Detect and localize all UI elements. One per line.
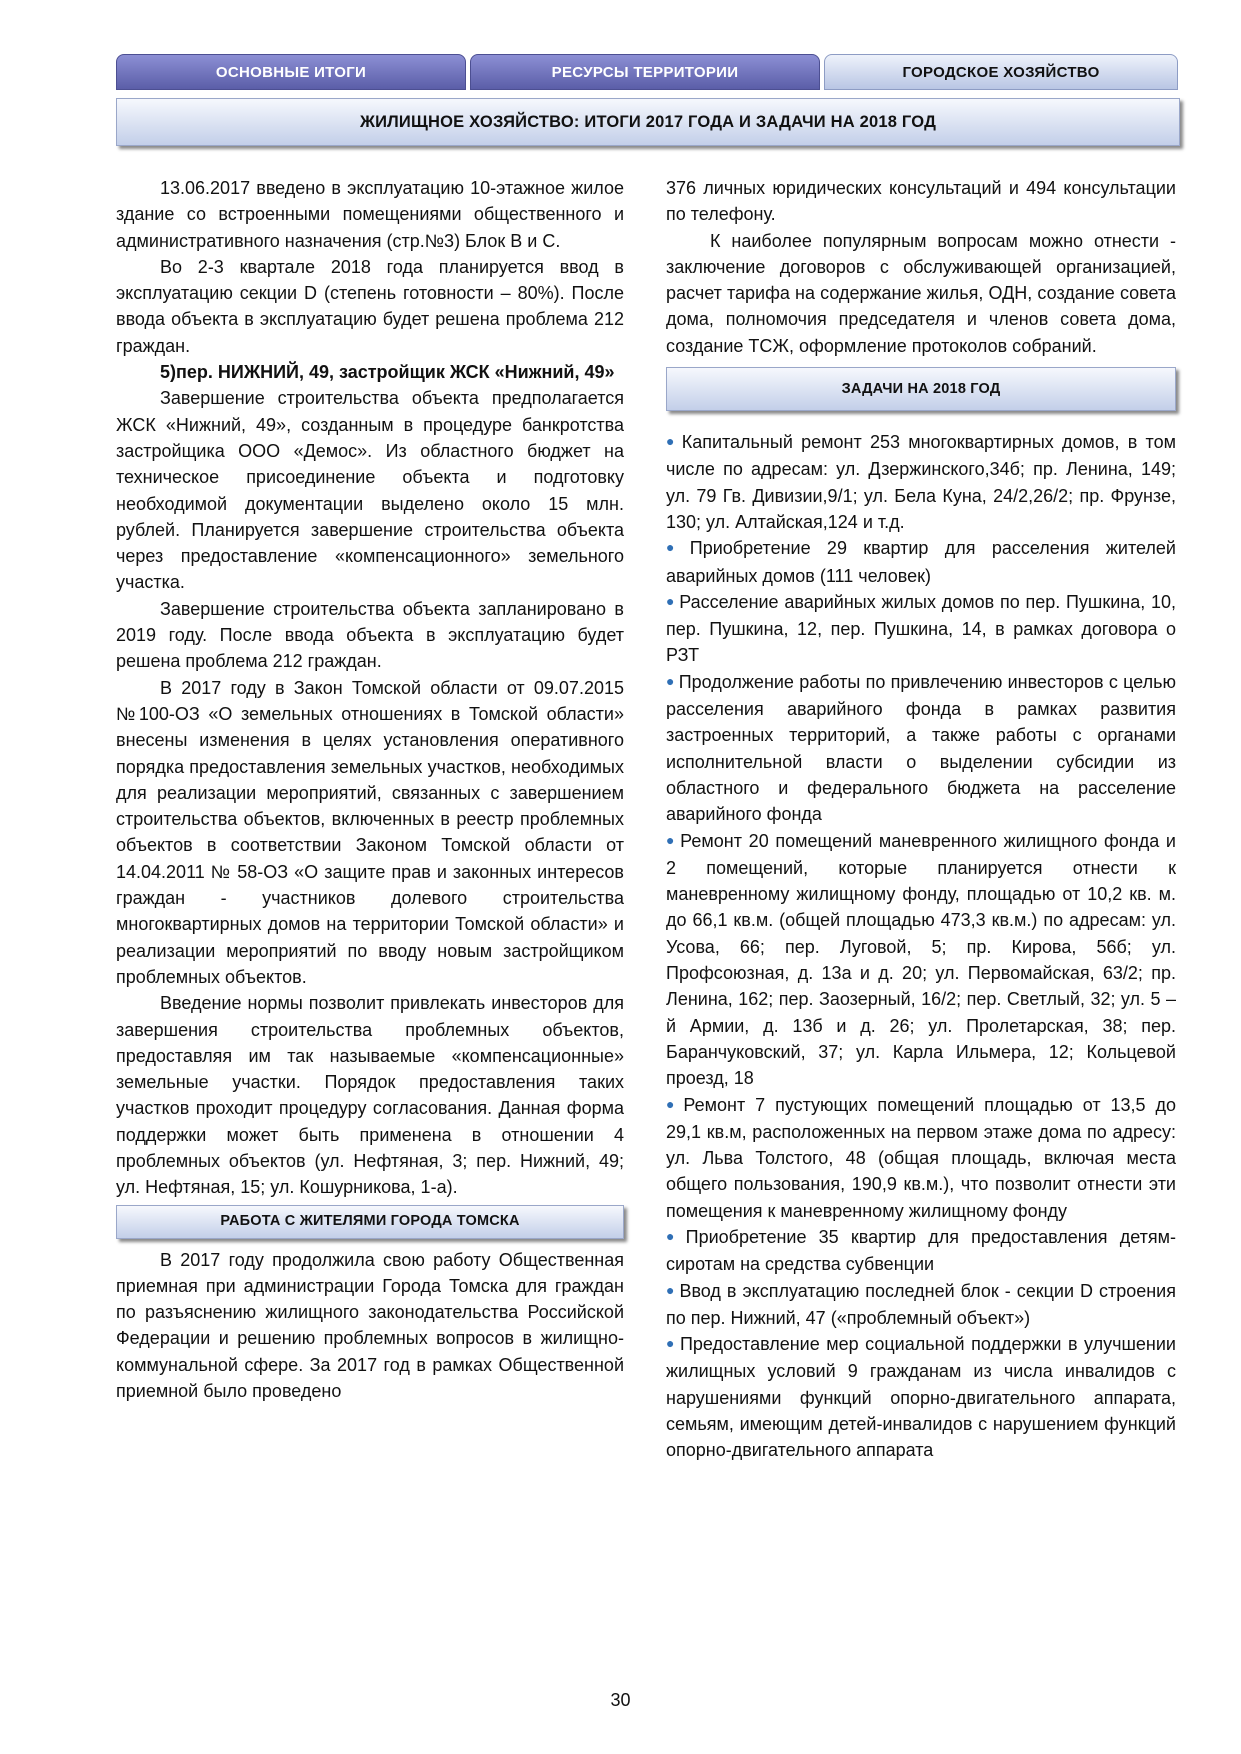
- list-item-text: Расселение аварийных жилых домов по пер. Пушкина, 10, пер. Пушкина, 12, пер. Пушкина, 14, в рамках договора о РЗТ: [666, 591, 1177, 666]
- page-number: 30: [610, 1690, 631, 1710]
- tab-main-results[interactable]: ОСНОВНЫЕ ИТОГИ: [116, 54, 466, 90]
- list-item: [666, 669, 1176, 828]
- list-item-text: Продолжение работы по привлечению инвесторов с целью расселения аварийного фонда в рамках развития застроенных территорий, а также работы с органами исполнительной власти о выделении субсидии из областного и федерального бюджета на расселение аварийного фонда: [666, 671, 1176, 825]
- list-item: [666, 589, 1176, 669]
- list-item: [666, 1278, 1176, 1332]
- paragraph: Завершение строительства объекта запланировано в 2019 году. После ввода объекта в эксплуатацию будет решена проблема 212 граждан.: [116, 598, 624, 672]
- paragraph: В 2017 году продолжила свою работу Общественная приемная при администрации Города Томска для граждан по разъяснению жилищного законодательства Российской Федерации и решению проблемных вопросов в жилищно-коммунальной сфере. За 2017 год в рамках Общественной приемной было проведено: [116, 1249, 624, 1402]
- list-item: [666, 828, 1176, 1092]
- bullet-icon: ●: [666, 1095, 680, 1112]
- tab-city-economy[interactable]: ГОРОДСКОЕ ХОЗЯЙСТВО: [824, 54, 1178, 90]
- left-column: [116, 175, 624, 1404]
- paragraph: Во 2-3 квартале 2018 года планируется ввод в эксплуатацию секции D (степень готовности – 80%). После ввода объекта в эксплуатацию будет решена проблема 212 граждан.: [116, 256, 624, 356]
- paragraph: 376 личных юридических консультаций и 494 консультации по телефону.: [666, 178, 1176, 225]
- task-list: [666, 429, 1176, 1464]
- right-column: [666, 175, 1176, 1464]
- bullet-icon: ●: [666, 1281, 676, 1298]
- bullet-icon: ●: [666, 539, 686, 556]
- list-item: [666, 429, 1176, 535]
- bullet-icon: ●: [666, 1335, 676, 1352]
- tab-territory-resources[interactable]: РЕСУРСЫ ТЕРРИТОРИИ: [470, 54, 820, 90]
- list-item: [666, 535, 1176, 589]
- list-item: [666, 1331, 1176, 1463]
- section-heading-tasks: ЗАДАЧИ НА 2018 ГОД: [666, 367, 1176, 411]
- list-item-text: Ремонт 20 помещений маневренного жилищного фонда и 2 помещений, которые планируется отнести к маневренному жилищному фонду, площадью от 10,2 кв. м. до 66,1 кв.м. (общей площадью 473,3 кв.м.) по адресам: ул. Усова, 66; пер. Луговой, 5; пр. Кирова, 56б; ул. Профсоюзная, д. 13а и д. 20; ул. Первомайская, 63/2; пр. Ленина, 162; пер. Заозерный, 16/2; пер. Светлый, 32; ул. 5 – й Армии, д. 13б и д. 26; ул. Пролетарская, 38; пер. Баранчуковский, 37; ул. Карла Ильмера, 12; Кольцевой проезд, 18: [666, 830, 1176, 1089]
- bullet-icon: ●: [666, 1227, 682, 1244]
- bullet-icon: ●: [666, 672, 675, 689]
- bullet-icon: ●: [666, 831, 677, 848]
- section-tabs: [116, 54, 1180, 92]
- paragraph: К наиболее популярным вопросам можно отнести - заключение договоров с обслуживающей организацией, расчет тарифа на содержание жилья, ОДН, создание совета дома, полномочия председателя и членов совета дома, создание ТСЖ, оформление протоколов собраний.: [666, 230, 1176, 356]
- paragraph: 13.06.2017 введено в эксплуатацию 10-этажное жилое здание со встроенными помещениями общественного и административного назначения (стр.№3) Блок В и С.: [116, 178, 624, 251]
- list-item-text: Ремонт 7 пустующих помещений площадью от 13,5 до 29,1 кв.м, расположенных на первом этаже дома по адресу: ул. Льва Толстого, 48 (общая площадь, включая места общего пользования, 190,9 кв.м.), что позволит отнести эти помещения к маневренному жилищному фонду: [666, 1094, 1176, 1221]
- section-heading-residents: РАБОТА С ЖИТЕЛЯМИ ГОРОДА ТОМСКА: [116, 1205, 624, 1239]
- paragraph: В 2017 году в Закон Томской области от 09.07.2015 №100-ОЗ «О земельных отношениях в Томской области» внесены изменения в целях установления оперативного порядка предоставления земельных участков, необходимых для реализации мероприятий, связанных с завершением строительства объектов, включенных в реестр проблемных объектов в соответствии Законом Томской области от 14.04.2011 № 58-ОЗ «О защите прав и законных интересов граждан - участников долевого строительства многоквартирных домов на территории Томской области» и реализации мероприятий по вводу новым застройщиком проблемных объектов.: [116, 677, 624, 987]
- bullet-icon: ●: [666, 592, 676, 609]
- list-item: [666, 1092, 1176, 1224]
- paragraph: Введение нормы позволит привлекать инвесторов для завершения строительства проблемных объектов, предоставляя им так называемые «компенсационные» земельные участки. Порядок предоставления таких участков проходит процедуру согласования. Данная форма поддержки может быть применена в отношении 4 проблемных объектов (ул. Нефтяная, 3; пер. Нижний, 49; ул. Нефтяная, 15; ул. Кошурникова, 1-а).: [116, 993, 624, 1198]
- list-item-text: Капитальный ремонт 253 многоквартирных домов, в том числе по адресам: ул. Дзержинского,34б; пр. Ленина, 149; ул. 79 Гв. Дивизии,9/1; ул. Бела Куна, 24/2,26/2; пр. Фрунзе, 130; ул. Алтайская,124 и т.д.: [666, 432, 1176, 532]
- list-item: [666, 1224, 1176, 1278]
- list-item-text: Ввод в эксплуатацию последней блок - секции D строения по пер. Нижний, 47 («проблемный объект»): [666, 1280, 1176, 1328]
- list-item-text: Предоставление мер социальной поддержки в улучшении жилищных условий 9 гражданам из числа инвалидов с нарушениями функций опорно-двигательного аппарата, семьям, имеющим детей-инвалидов с нарушением функций опорно-двигательного аппарата: [666, 1334, 1176, 1461]
- paragraph: Завершение строительства объекта предполагается ЖСК «Нижний, 49», созданным в процедуре банкротства застройщика ООО «Демос». Из областного бюджет на техническое присоединение объекта и подготовку необходимой документации выделено около 15 млн. рублей. Планируется завершение строительства объекта через предоставление «компенсационного» земельного участка.: [116, 388, 624, 593]
- list-item-text: Приобретение 29 квартир для расселения жителей аварийных домов (111 человек): [666, 538, 1176, 586]
- bullet-icon: ●: [666, 433, 678, 450]
- object-heading: 5)пер. НИЖНИЙ, 49, застройщик ЖСК «Нижний, 49»: [160, 362, 615, 383]
- page-title: ЖИЛИЩНОЕ ХОЗЯЙСТВО: ИТОГИ 2017 ГОДА И ЗАДАЧИ НА 2018 ГОД: [116, 98, 1180, 146]
- list-item-text: Приобретение 35 квартир для предоставления детям-сиротам на средства субвенции: [666, 1226, 1176, 1275]
